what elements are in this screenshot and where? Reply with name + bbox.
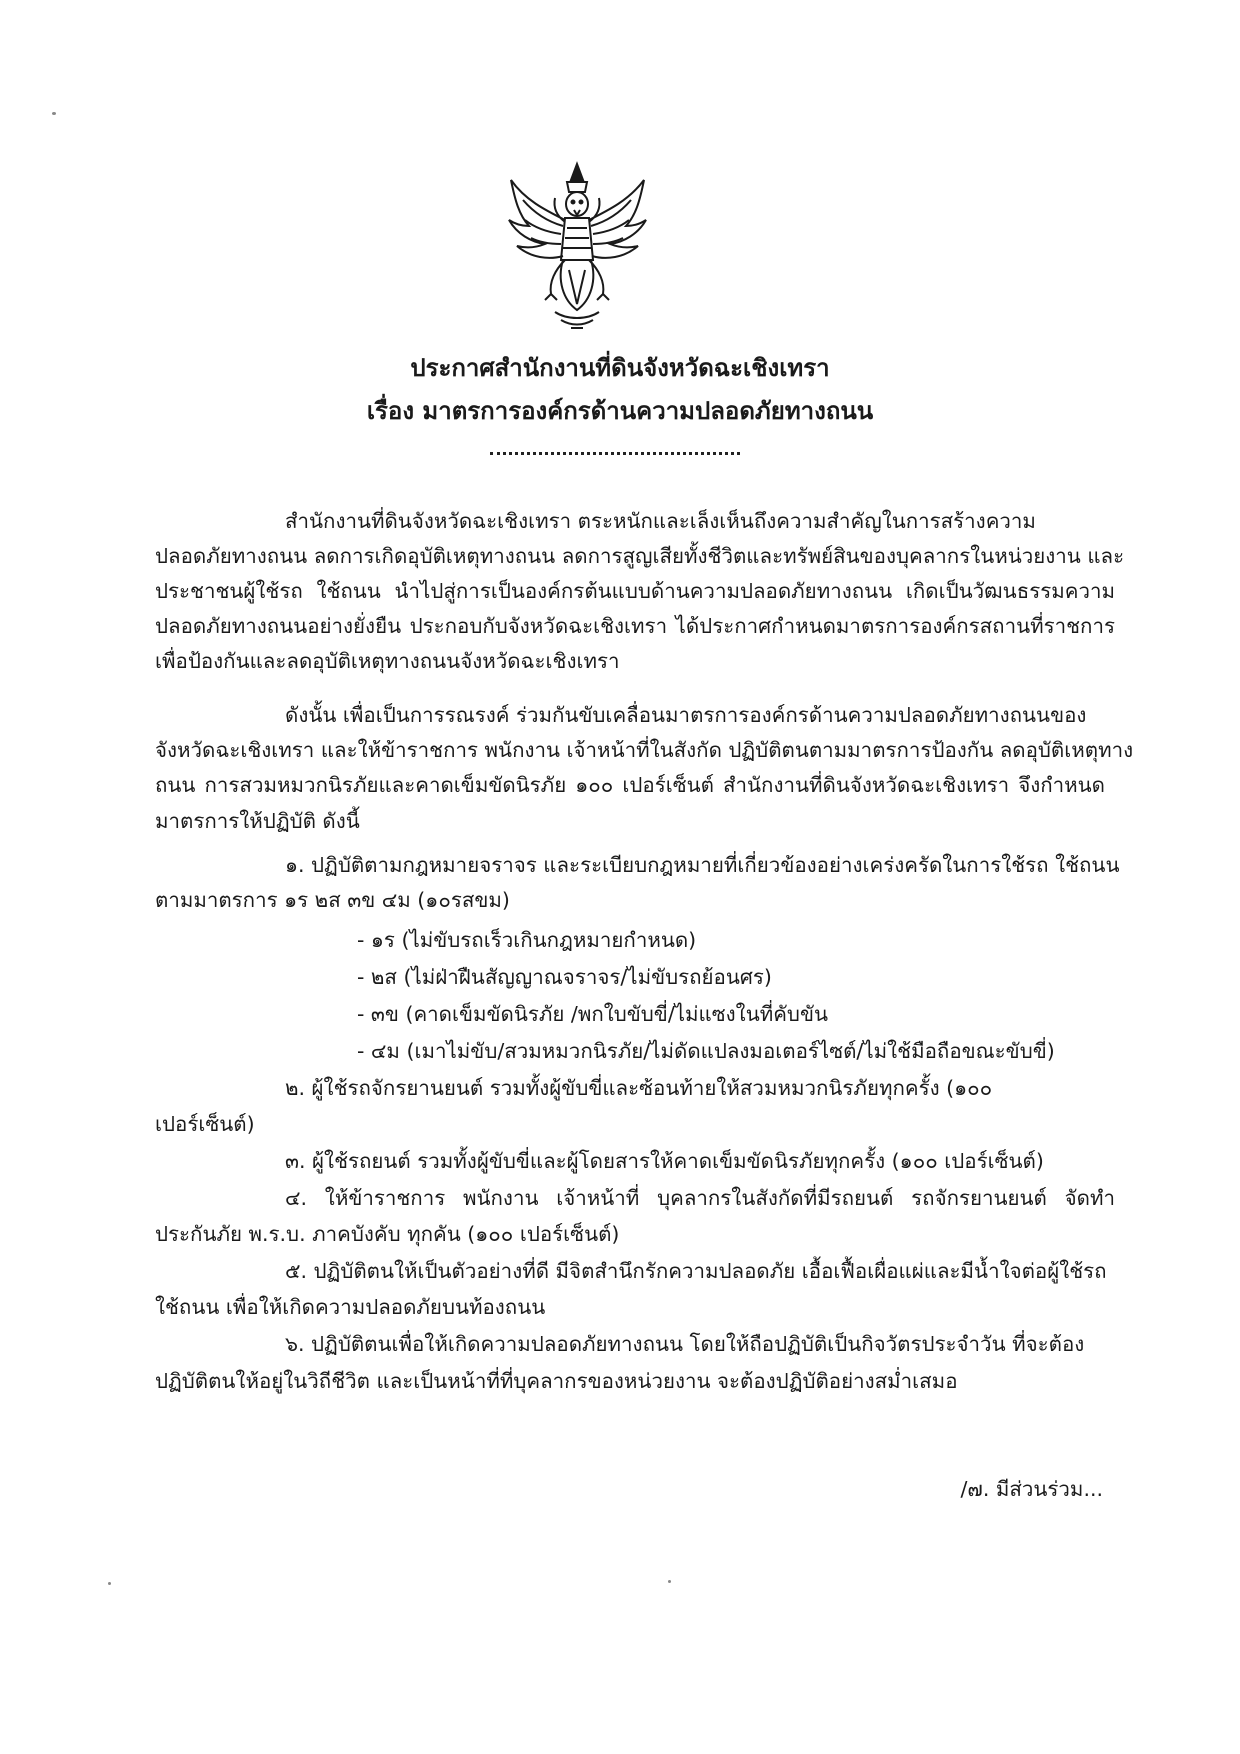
scan-speck [108,1582,111,1585]
paragraph-1-line-2: ปลอดภัยทางถนน ลดการเกิดอุบัติเหตุทางถนน ลดการสูญเสียทั้งชีวิตและทรัพย์สินของบุคลากรในหน่วยงาน และ [155,544,1125,568]
scan-speck [52,112,56,115]
item-2-line-2: เปอร์เซ็นต์) [155,1112,255,1136]
paragraph-1-line-5: เพื่อป้องกันและลดอุบัติเหตุทางถนนจังหวัดฉะเชิงเทรา [155,649,620,673]
garuda-emblem [505,160,650,335]
paragraph-2-line-4: มาตรการให้ปฏิบัติ ดังนี้ [155,809,360,833]
sub-item-4m: - ๔ม (เมาไม่ขับ/สวมหมวกนิรภัย/ไม่ดัดแปลงมอเตอร์ไซต์/ไม่ใช้มือถือขณะขับขี่) [357,1039,1055,1063]
sub-item-3kh: - ๓ข (คาดเข็มขัดนิรภัย /พกใบขับขี่/ไม่แซงในที่คับขัน [357,1002,828,1026]
paragraph-1-line-3: ประชาชนผู้ใช้รถ ใช้ถนน นำไปสู่การเป็นองค์กรต้นแบบด้านความปลอดภัยทางถนน เกิดเป็นวัฒนธรรมความ [155,579,1115,603]
item-6-line-1: ๖. ปฏิบัติตนเพื่อให้เกิดความปลอดภัยทางถนน โดยให้ถือปฏิบัติเป็นกิจวัตรประจำวัน ที่จะต้อง [285,1332,1085,1356]
announcement-title: ประกาศสำนักงานที่ดินจังหวัดฉะเชิงเทรา [410,354,830,382]
item-2-line-1: ๒. ผู้ใช้รถจักรยานยนต์ รวมทั้งผู้ขับขี่และซ้อนท้ายให้สวมหมวกนิรภัยทุกครั้ง (๑๐๐ [285,1076,993,1100]
item-1-line-2: ตามมาตรการ ๑ร ๒ส ๓ข ๔ม (๑๐รสขม) [155,888,510,912]
paragraph-2-line-3: ถนน การสวมหมวกนิรภัยและคาดเข็มขัดนิรภัย ๑๐๐ เปอร์เซ็นต์ สำนักงานที่ดินจังหวัดฉะเชิงเทรา จึงกำหนด [155,773,1105,797]
dotted-divider [490,452,740,455]
item-4-line-2: ประกันภัย พ.ร.บ. ภาคบังคับ ทุกคัน (๑๐๐ เปอร์เซ็นต์) [155,1222,620,1246]
sub-item-1r: - ๑ร (ไม่ขับรถเร็วเกินกฎหมายกำหนด) [357,928,697,952]
paragraph-1-line-4: ปลอดภัยทางถนนอย่างยั่งยืน ประกอบกับจังหวัดฉะเชิงเทรา ได้ประกาศกำหนดมาตรการองค์กรสถานที่ราชการ [155,614,1115,638]
paragraph-1-line-1: สำนักงานที่ดินจังหวัดฉะเชิงเทรา ตระหนักและเล็งเห็นถึงความสำคัญในการสร้างความ [285,509,1036,533]
sub-item-2s: - ๒ส (ไม่ฝ่าฝืนสัญญาณจราจร/ไม่ขับรถย้อนศร) [357,965,772,989]
continuation-note: /๗. มีส่วนร่วม... [960,1477,1103,1501]
item-4-line-1: ๔. ให้ข้าราชการ พนักงาน เจ้าหน้าที่ บุคลากรในสังกัดที่มีรถยนต์ รถจักรยานยนต์ จัดทำ [285,1186,1115,1210]
item-5-line-2: ใช้ถนน เพื่อให้เกิดความปลอดภัยบนท้องถนน [155,1295,546,1319]
paragraph-2-line-1: ดังนั้น เพื่อเป็นการรณรงค์ ร่วมกันขับเคลื่อนมาตรการองค์กรด้านความปลอดภัยทางถนนของ [285,703,1087,727]
announcement-subject: เรื่อง มาตรการองค์กรด้านความปลอดภัยทางถนน [366,397,874,425]
scan-speck [668,1580,671,1583]
item-1-line-1: ๑. ปฏิบัติตามกฎหมายจราจร และระเบียบกฎหมายที่เกี่ยวข้องอย่างเคร่งครัดในการใช้รถ ใช้ถนน [285,853,1120,877]
paragraph-2-line-2: จังหวัดฉะเชิงเทรา และให้ข้าราชการ พนักงาน เจ้าหน้าที่ในสังกัด ปฏิบัติตนตามมาตรการป้องกัน ลดอุบัติเหตุทาง [155,738,1134,762]
item-3-line-1: ๓. ผู้ใช้รถยนต์ รวมทั้งผู้ขับขี่และผู้โดยสารให้คาดเข็มขัดนิรภัยทุกครั้ง (๑๐๐ เปอร์เซ็นต์) [285,1149,1044,1173]
item-5-line-1: ๕. ปฏิบัติตนให้เป็นตัวอย่างที่ดี มีจิตสำนึกรักความปลอดภัย เอื้อเฟื้อเผื่อแผ่และมีน้ำใจต่อผู้ใช้รถ [285,1259,1107,1283]
item-6-line-2: ปฏิบัติตนให้อยู่ในวิถีชีวิต และเป็นหน้าที่ที่บุคลากรของหน่วยงาน จะต้องปฏิบัติอย่างสม่ำเสมอ [155,1369,958,1393]
